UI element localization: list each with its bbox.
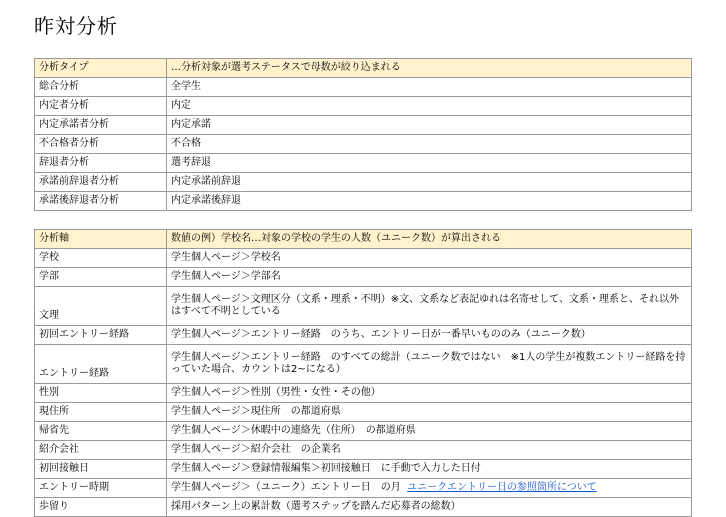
- row-value: 学生個人ページ＞学部名: [167, 268, 692, 287]
- row-key: 内定者分析: [35, 97, 167, 116]
- table-row: [35, 249, 692, 268]
- row-key: 歩留り: [35, 498, 167, 517]
- row-value: 学生個人ページ＞現住所 の都道府県: [167, 403, 692, 422]
- analysis-axis-table: [34, 229, 692, 517]
- row-key: エントリー時期: [35, 479, 167, 498]
- table-row: [35, 173, 692, 192]
- row-value: 学生個人ページ＞紹介会社 の企業名: [167, 441, 692, 460]
- row-value: 全学生: [167, 78, 692, 97]
- row-key: 内定承諾者分析: [35, 116, 167, 135]
- table-row: [35, 403, 692, 422]
- row-key: 文理: [35, 287, 167, 326]
- table-header-row: [35, 59, 692, 78]
- row-value: 学生個人ページ＞学校名: [167, 249, 692, 268]
- row-key: 学校: [35, 249, 167, 268]
- row-value: 採用パターン上の累計数（選考ステップを踏んだ応募者の総数）: [167, 498, 692, 517]
- table-row: [35, 326, 692, 345]
- page-title: 昨対分析: [34, 14, 118, 38]
- row-value: 内定承諾: [167, 116, 692, 135]
- row-key: 紹介会社: [35, 441, 167, 460]
- row-value: 学生個人ページ＞休暇中の連絡先（住所） の都道府県: [167, 422, 692, 441]
- row-value: 不合格: [167, 135, 692, 154]
- row-key: 初回接触日: [35, 460, 167, 479]
- header-cell-value: …分析対象が選考ステータスで母数が絞り込まれる: [167, 59, 692, 78]
- row-key: 辞退者分析: [35, 154, 167, 173]
- row-value: 内定承諾前辞退: [167, 173, 692, 192]
- table-row: [35, 460, 692, 479]
- row-key: エントリー経路: [35, 345, 167, 384]
- row-value: 内定: [167, 97, 692, 116]
- table-row: [35, 154, 692, 173]
- table-row: [35, 116, 692, 135]
- row-key: 総合分析: [35, 78, 167, 97]
- entry-period-text: 学生個人ページ＞（ユニーク）エントリー日 の月: [171, 482, 401, 493]
- table-row: [35, 192, 692, 211]
- row-value: [167, 479, 692, 498]
- table-row: [35, 97, 692, 116]
- table-header-row: [35, 230, 692, 249]
- row-value: 学生個人ページ＞エントリー経路 のすべての総計（ユニーク数ではない ※1人の学生が複数エントリー経路を持っていた場合、カウントは2~になる）: [167, 345, 692, 384]
- analysis-type-table: [34, 58, 692, 211]
- header-cell-key: 分析軸: [35, 230, 167, 249]
- table-row: [35, 287, 692, 326]
- row-value: 学生個人ページ＞性別（男性・女性・その他）: [167, 384, 692, 403]
- row-key: 承諾前辞退者分析: [35, 173, 167, 192]
- row-value: 内定承諾後辞退: [167, 192, 692, 211]
- table-row: [35, 135, 692, 154]
- header-cell-key: 分析タイプ: [35, 59, 167, 78]
- row-key: 現住所: [35, 403, 167, 422]
- table-row: [35, 498, 692, 517]
- table-row: [35, 268, 692, 287]
- row-value: 選考辞退: [167, 154, 692, 173]
- row-key: 不合格者分析: [35, 135, 167, 154]
- table-row: [35, 384, 692, 403]
- row-key: 学部: [35, 268, 167, 287]
- table-row: [35, 345, 692, 384]
- row-value: 学生個人ページ＞文理区分（文系・理系・不明）※文、文系など表記ゆれは名寄せして、文系・理系と、それ以外はすべて不明としている: [167, 287, 692, 326]
- row-key: 承諾後辞退者分析: [35, 192, 167, 211]
- table-row: [35, 479, 692, 498]
- row-value: 学生個人ページ＞登録情報編集＞初回接触日 に手動で入力した日付: [167, 460, 692, 479]
- table-row: [35, 441, 692, 460]
- table-row: [35, 78, 692, 97]
- row-key: 帰省先: [35, 422, 167, 441]
- row-key: 初回エントリー経路: [35, 326, 167, 345]
- header-cell-value: 数値の例）学校名…対象の学校の学生の人数（ユニーク数）が算出される: [167, 230, 692, 249]
- unique-entry-reference-link[interactable]: ユニークエントリー日の参照箇所について: [407, 482, 597, 493]
- row-key: 性別: [35, 384, 167, 403]
- table-row: [35, 422, 692, 441]
- row-value: 学生個人ページ＞エントリー経路 のうち、エントリー日が一番早いもののみ（ユニーク数）: [167, 326, 692, 345]
